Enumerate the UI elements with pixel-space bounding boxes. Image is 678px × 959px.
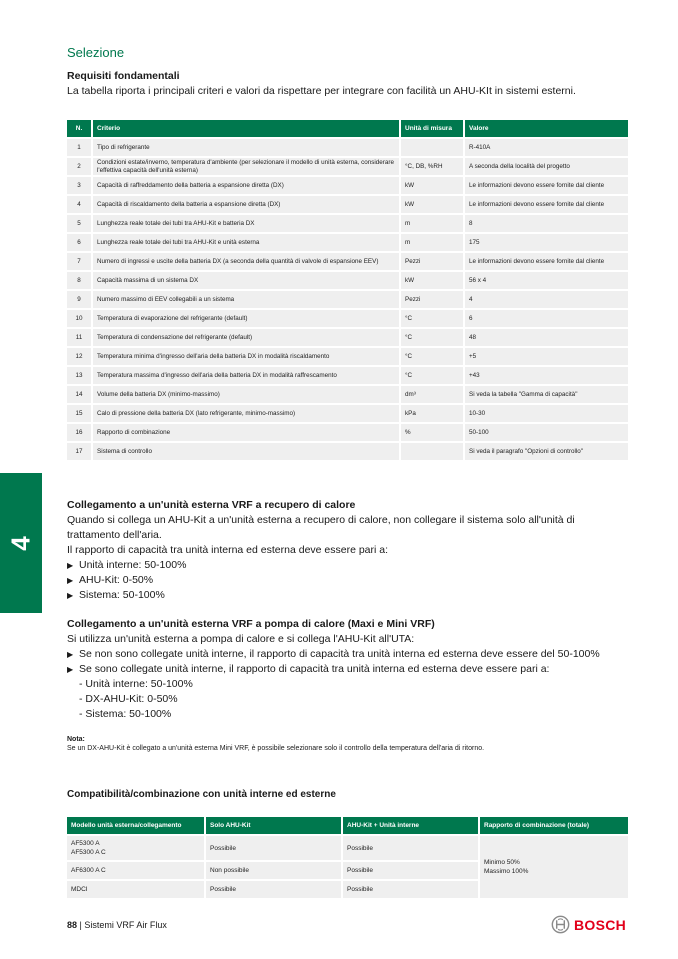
page-number: 88 xyxy=(67,920,78,930)
row-number: 6 xyxy=(67,234,91,251)
row-unita: kW xyxy=(401,196,463,213)
compat-header-ratio: Rapporto di combinazione (totale) xyxy=(480,817,628,834)
row-criterio: Rapporto di combinazione xyxy=(93,424,399,441)
row-number: 14 xyxy=(67,386,91,403)
triangle-bullet-icon: ▶ xyxy=(67,591,74,600)
row-valore: 10-30 xyxy=(465,405,628,422)
recupero-ratio-text: Il rapporto di capacità tra unità interna ed esterna deve essere pari a: xyxy=(67,544,389,556)
table-row xyxy=(67,177,628,194)
row-unita: % xyxy=(401,424,463,441)
bullet-text: Se non sono collegate unità interne, il rapporto di capacità tra unità interna ed esterna deve essere del 50-100% xyxy=(79,648,600,660)
compat-model xyxy=(67,836,204,860)
row-criterio: Temperatura di condensazione del refrigerante (default) xyxy=(93,329,399,346)
row-criterio: Sistema di controllo xyxy=(93,443,399,460)
triangle-bullet-icon: ▶ xyxy=(67,561,74,570)
section-title: Selezione xyxy=(67,45,125,60)
row-number: 7 xyxy=(67,253,91,270)
row-unita xyxy=(401,139,463,156)
recupero-section xyxy=(67,498,627,603)
row-criterio: Tipo di refrigerante xyxy=(93,139,399,156)
row-number: 3 xyxy=(67,177,91,194)
ratio-line: Massimo 100% xyxy=(484,868,529,875)
compat-con: Possibile xyxy=(343,881,478,898)
recupero-text: Quando si collega un AHU-Kit a un'unità esterna a recupero di calore, non collegare il sistema solo all'unità di trattamento dell'aria. xyxy=(67,514,575,541)
criteria-header-valore: Valore xyxy=(465,120,628,137)
note-text: Se un DX-AHU-Kit è collegato a un'unità esterna Mini VRF, è possibile selezionare solo il controllo della temperatura dell'aria di ritorno. xyxy=(67,745,485,752)
table-row xyxy=(67,386,628,403)
table-row xyxy=(67,158,628,175)
compat-model: AF6300 A C xyxy=(67,862,204,879)
table-row xyxy=(67,291,628,308)
table-row xyxy=(67,253,628,270)
list-item xyxy=(67,647,637,662)
row-valore: 175 xyxy=(465,234,628,251)
compat-table xyxy=(65,815,630,900)
row-unita xyxy=(401,443,463,460)
criteria-header-unita: Unità di misura xyxy=(401,120,463,137)
table-row xyxy=(67,310,628,327)
row-number: 11 xyxy=(67,329,91,346)
pompa-heading: Collegamento a un'unità esterna VRF a pompa di calore (Maxi e Mini VRF) xyxy=(67,618,435,630)
row-unita: kW xyxy=(401,272,463,289)
row-criterio: Capacità di riscaldamento della batteria a espansione diretta (DX) xyxy=(93,196,399,213)
pompa-text: Si utilizza un'unità esterna a pompa di calore e si collega l'AHU-Kit all'UTA: xyxy=(67,633,415,645)
compat-model: MDCI xyxy=(67,881,204,898)
compat-solo: Possibile xyxy=(206,836,341,860)
compat-header-solo: Solo AHU-Kit xyxy=(206,817,341,834)
compat-header-row xyxy=(67,817,628,834)
compat-header-model: Modello unità esterna/collegamento xyxy=(67,817,204,834)
row-criterio: Temperatura minima d'ingresso dell'aria della batteria DX in modalità riscaldamento xyxy=(93,348,399,365)
criteria-table xyxy=(65,118,630,462)
bosch-armature-icon xyxy=(551,915,570,934)
row-unita: dm³ xyxy=(401,386,463,403)
row-unita: Pezzi xyxy=(401,253,463,270)
row-number: 4 xyxy=(67,196,91,213)
list-item xyxy=(67,588,627,603)
row-number: 10 xyxy=(67,310,91,327)
row-criterio: Volume della batteria DX (minimo-massimo) xyxy=(93,386,399,403)
row-criterio: Lunghezza reale totale dei tubi tra AHU-Kit e batteria DX xyxy=(93,215,399,232)
row-unita: °C xyxy=(401,348,463,365)
row-criterio: Numero di ingressi e uscite della batteria DX (a seconda della quantità di valvole di espansione EEV) xyxy=(93,253,399,270)
row-criterio: Condizioni estate/inverno, temperatura d'ambiente (per selezionare il modello di unità esterna, considerare l'effettiva capacità dell'unità esterna) xyxy=(93,158,399,175)
bullet-text: Se sono collegate unità interne, il rapporto di capacità tra unità interna ed esterna deve essere pari a: xyxy=(79,663,550,675)
bullet-text: Unità interne: 50-100% xyxy=(79,559,187,571)
compat-con: Possibile xyxy=(343,862,478,879)
note-heading: Nota: xyxy=(67,736,85,743)
triangle-bullet-icon: ▶ xyxy=(67,665,74,674)
footer-separator: | xyxy=(77,920,85,930)
sub-item: - Unità interne: 50-100% xyxy=(79,678,193,690)
table-row xyxy=(67,836,628,860)
table-row xyxy=(67,405,628,422)
row-unita: °C xyxy=(401,310,463,327)
row-criterio: Numero massimo di EEV collegabili a un sistema xyxy=(93,291,399,308)
row-unita: kW xyxy=(401,177,463,194)
row-valore: R-410A xyxy=(465,139,628,156)
model-line: AF5300 A C xyxy=(71,849,106,856)
row-valore: 8 xyxy=(465,215,628,232)
row-valore: 6 xyxy=(465,310,628,327)
bullet-text: AHU-Kit: 0-50% xyxy=(79,574,154,586)
row-criterio: Temperatura di evaporazione del refrigerante (default) xyxy=(93,310,399,327)
bullet-text: Sistema: 50-100% xyxy=(79,589,165,601)
ratio-line: Minimo 50% xyxy=(484,859,520,866)
row-number: 9 xyxy=(67,291,91,308)
bosch-logo xyxy=(551,915,626,934)
row-number: 8 xyxy=(67,272,91,289)
table-row xyxy=(67,196,628,213)
note xyxy=(67,735,484,753)
table-row xyxy=(67,443,628,460)
table-row xyxy=(67,424,628,441)
doc-title: Sistemi VRF Air Flux xyxy=(84,920,167,930)
table-row xyxy=(67,215,628,232)
pompa-section xyxy=(67,617,637,722)
compat-ratio xyxy=(480,836,628,898)
list-item xyxy=(67,558,627,573)
compat-con: Possibile xyxy=(343,836,478,860)
chapter-tab xyxy=(0,473,42,613)
row-number: 13 xyxy=(67,367,91,384)
row-number: 15 xyxy=(67,405,91,422)
list-item xyxy=(67,662,637,677)
compat-header-con: AHU-Kit + Unità interne xyxy=(343,817,478,834)
table-row xyxy=(67,329,628,346)
row-criterio: Capacità di raffreddamento della batteria a espansione diretta (DX) xyxy=(93,177,399,194)
row-number: 2 xyxy=(67,158,91,175)
table-row xyxy=(67,139,628,156)
table-row xyxy=(67,367,628,384)
list-item xyxy=(67,573,627,588)
row-unita: kPa xyxy=(401,405,463,422)
row-criterio: Calo di pressione della batteria DX (lato refrigerante, minimo-massimo) xyxy=(93,405,399,422)
chapter-number: 4 xyxy=(5,535,36,551)
sub-item: - DX-AHU-Kit: 0-50% xyxy=(79,693,178,705)
table-row xyxy=(67,272,628,289)
row-number: 5 xyxy=(67,215,91,232)
brand-name: BOSCH xyxy=(574,916,627,933)
row-unita: °C xyxy=(401,329,463,346)
row-number: 1 xyxy=(67,139,91,156)
row-number: 17 xyxy=(67,443,91,460)
row-valore: 50-100 xyxy=(465,424,628,441)
recupero-heading: Collegamento a un'unità esterna VRF a recupero di calore xyxy=(67,499,356,511)
row-valore: +43 xyxy=(465,367,628,384)
row-unita: °C, DB, %RH xyxy=(401,158,463,175)
triangle-bullet-icon: ▶ xyxy=(67,650,74,659)
row-criterio: Lunghezza reale totale dei tubi tra AHU-Kit e unità esterna xyxy=(93,234,399,251)
criteria-header-n: N. xyxy=(67,120,91,137)
row-unita: m xyxy=(401,215,463,232)
row-unita: Pezzi xyxy=(401,291,463,308)
row-criterio: Capacità massima di un sistema DX xyxy=(93,272,399,289)
row-unita: m xyxy=(401,234,463,251)
compat-solo: Possibile xyxy=(206,881,341,898)
model-line: AF5300 A xyxy=(71,840,100,847)
row-valore: Le informazioni devono essere fornite dal cliente xyxy=(465,253,628,270)
row-valore: Le informazioni devono essere fornite dal cliente xyxy=(465,177,628,194)
row-valore: A seconda della località del progetto xyxy=(465,158,628,175)
compat-title: Compatibilità/combinazione con unità interne ed esterne xyxy=(67,789,336,800)
criteria-header-criterio: Criterio xyxy=(93,120,399,137)
row-valore: Si veda il paragrafo "Opzioni di controllo" xyxy=(465,443,628,460)
row-valore: Le informazioni devono essere fornite dal cliente xyxy=(465,196,628,213)
requirements-text: La tabella riporta i principali criteri e valori da rispettare per integrare con facilità un AHU-KIt in sistemi esterni. xyxy=(67,85,576,97)
row-valore: Si veda la tabella "Gamma di capacità" xyxy=(465,386,628,403)
compat-solo: Non possibile xyxy=(206,862,341,879)
table-row xyxy=(67,234,628,251)
row-number: 12 xyxy=(67,348,91,365)
footer xyxy=(67,920,167,930)
row-valore: 4 xyxy=(465,291,628,308)
row-valore: 56 x 4 xyxy=(465,272,628,289)
row-valore: 48 xyxy=(465,329,628,346)
sub-item: - Sistema: 50-100% xyxy=(79,708,172,720)
row-criterio: Temperatura massima d'ingresso dell'aria della batteria DX in modalità raffrescamento xyxy=(93,367,399,384)
triangle-bullet-icon: ▶ xyxy=(67,576,74,585)
requirements-heading: Requisiti fondamentali xyxy=(67,70,180,82)
row-valore: +5 xyxy=(465,348,628,365)
row-unita: °C xyxy=(401,367,463,384)
row-number: 16 xyxy=(67,424,91,441)
criteria-header-row xyxy=(67,120,628,137)
table-row xyxy=(67,348,628,365)
